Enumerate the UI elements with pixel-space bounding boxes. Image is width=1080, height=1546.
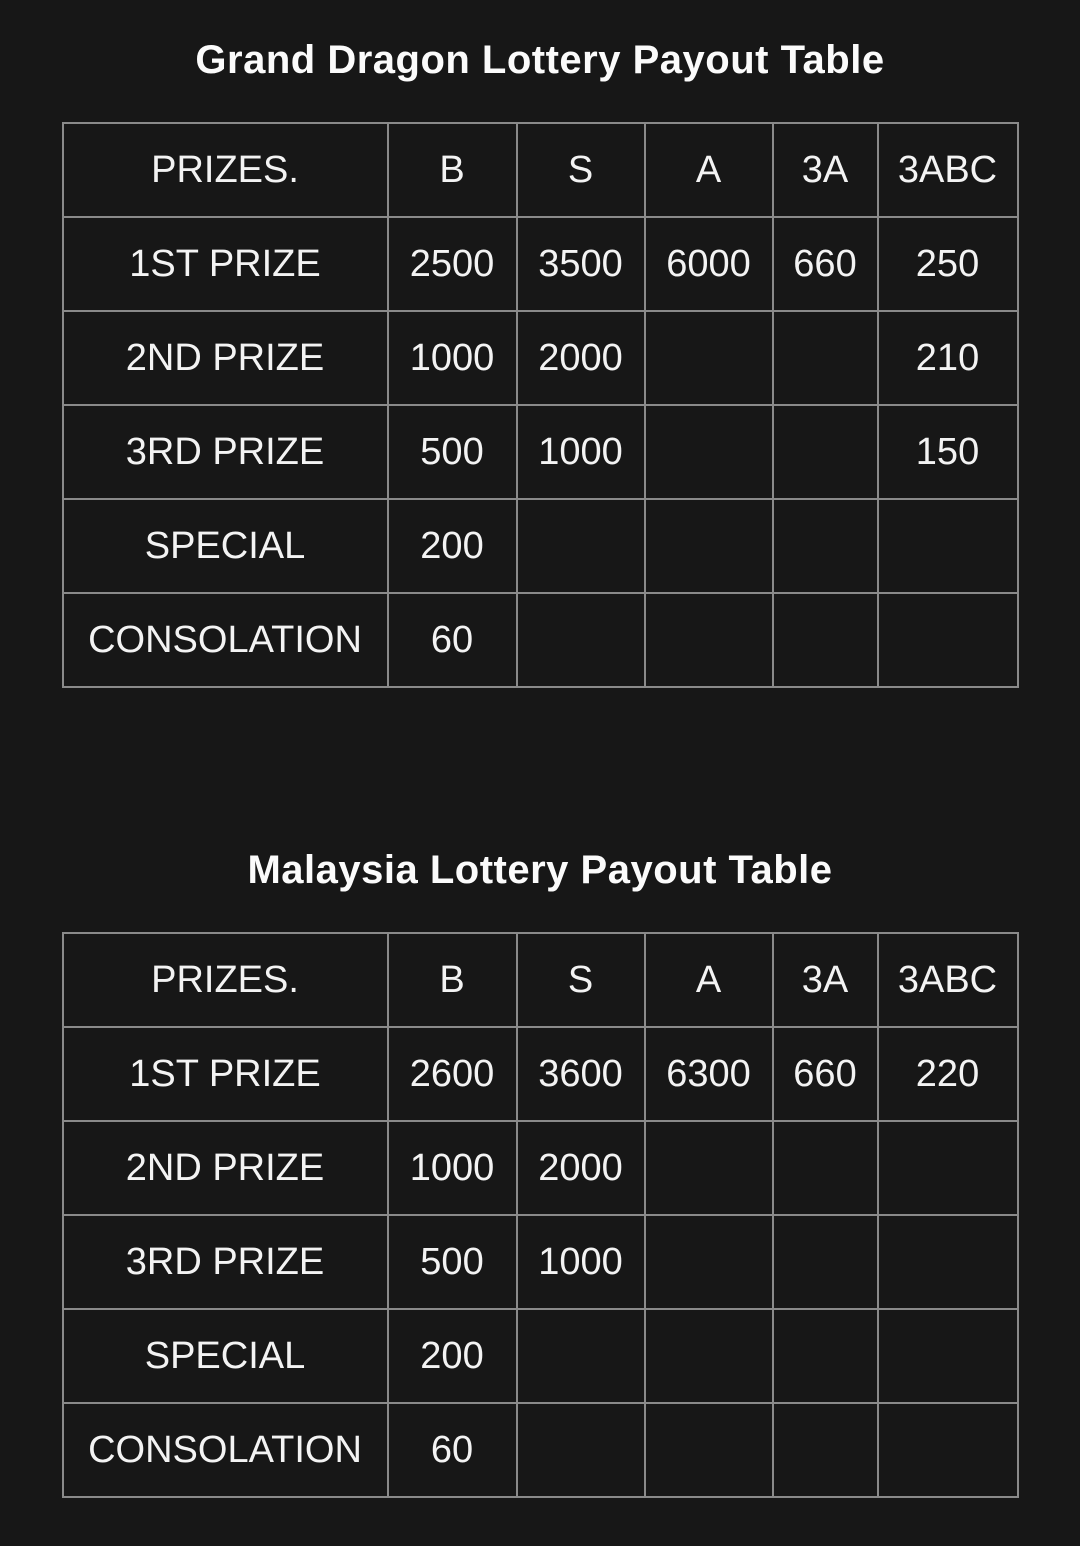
value-cell: 1000	[388, 311, 517, 405]
header-row	[63, 933, 1018, 1027]
column-header-prizes: PRIZES.	[63, 123, 388, 217]
column-header-3abc: 3ABC	[878, 123, 1018, 217]
value-cell	[645, 405, 773, 499]
value-cell	[773, 1403, 878, 1497]
value-cell	[773, 1309, 878, 1403]
value-cell: 2500	[388, 217, 517, 311]
table-row	[63, 1027, 1018, 1121]
value-cell	[645, 1121, 773, 1215]
value-cell: 200	[388, 499, 517, 593]
value-cell	[517, 593, 645, 687]
value-cell: 1000	[517, 1215, 645, 1309]
value-cell: 1000	[517, 405, 645, 499]
row-label-cell: CONSOLATION	[63, 593, 388, 687]
value-cell	[645, 1403, 773, 1497]
table-row	[63, 311, 1018, 405]
value-cell: 6300	[645, 1027, 773, 1121]
row-label-cell: 3RD PRIZE	[63, 1215, 388, 1309]
value-cell	[878, 593, 1018, 687]
row-label-cell: 1ST PRIZE	[63, 1027, 388, 1121]
table-row	[63, 217, 1018, 311]
value-cell: 150	[878, 405, 1018, 499]
table-row	[63, 1403, 1018, 1497]
column-header-prizes: PRIZES.	[63, 933, 388, 1027]
value-cell: 660	[773, 217, 878, 311]
column-header-3a: 3A	[773, 933, 878, 1027]
header-row	[63, 123, 1018, 217]
value-cell: 500	[388, 405, 517, 499]
value-cell: 2600	[388, 1027, 517, 1121]
value-cell	[773, 1121, 878, 1215]
column-header-b: B	[388, 123, 517, 217]
row-label-cell: CONSOLATION	[63, 1403, 388, 1497]
value-cell	[878, 499, 1018, 593]
column-header-s: S	[517, 933, 645, 1027]
value-cell: 60	[388, 593, 517, 687]
section-title-grand-dragon: Grand Dragon Lottery Payout Table	[195, 38, 885, 82]
value-cell	[517, 499, 645, 593]
row-label-cell: SPECIAL	[63, 499, 388, 593]
value-cell	[517, 1309, 645, 1403]
value-cell: 60	[388, 1403, 517, 1497]
value-cell	[773, 1215, 878, 1309]
value-cell	[645, 1215, 773, 1309]
column-header-3a: 3A	[773, 123, 878, 217]
value-cell: 1000	[388, 1121, 517, 1215]
value-cell	[878, 1403, 1018, 1497]
value-cell: 2000	[517, 1121, 645, 1215]
payout-table-malaysia	[62, 932, 1019, 1498]
value-cell: 250	[878, 217, 1018, 311]
row-label-cell: 2ND PRIZE	[63, 311, 388, 405]
column-header-s: S	[517, 123, 645, 217]
row-label-cell: 1ST PRIZE	[63, 217, 388, 311]
table-row	[63, 593, 1018, 687]
row-label-cell: 2ND PRIZE	[63, 1121, 388, 1215]
table-row	[63, 1309, 1018, 1403]
value-cell	[878, 1215, 1018, 1309]
value-cell: 3600	[517, 1027, 645, 1121]
value-cell	[878, 1121, 1018, 1215]
value-cell: 660	[773, 1027, 878, 1121]
value-cell	[645, 311, 773, 405]
column-header-a: A	[645, 123, 773, 217]
value-cell: 6000	[645, 217, 773, 311]
value-cell	[773, 499, 878, 593]
column-header-b: B	[388, 933, 517, 1027]
value-cell: 200	[388, 1309, 517, 1403]
value-cell: 2000	[517, 311, 645, 405]
value-cell	[773, 593, 878, 687]
column-header-3abc: 3ABC	[878, 933, 1018, 1027]
row-label-cell: 3RD PRIZE	[63, 405, 388, 499]
value-cell: 3500	[517, 217, 645, 311]
table-row	[63, 1215, 1018, 1309]
value-cell	[773, 311, 878, 405]
value-cell	[645, 1309, 773, 1403]
table-row	[63, 405, 1018, 499]
payout-table-grand-dragon	[62, 122, 1019, 688]
value-cell	[773, 405, 878, 499]
value-cell	[878, 1309, 1018, 1403]
value-cell: 220	[878, 1027, 1018, 1121]
value-cell	[645, 593, 773, 687]
value-cell: 500	[388, 1215, 517, 1309]
section-title-malaysia: Malaysia Lottery Payout Table	[247, 848, 833, 892]
value-cell	[517, 1403, 645, 1497]
column-header-a: A	[645, 933, 773, 1027]
row-label-cell: SPECIAL	[63, 1309, 388, 1403]
value-cell	[645, 499, 773, 593]
value-cell: 210	[878, 311, 1018, 405]
table-row	[63, 1121, 1018, 1215]
table-row	[63, 499, 1018, 593]
